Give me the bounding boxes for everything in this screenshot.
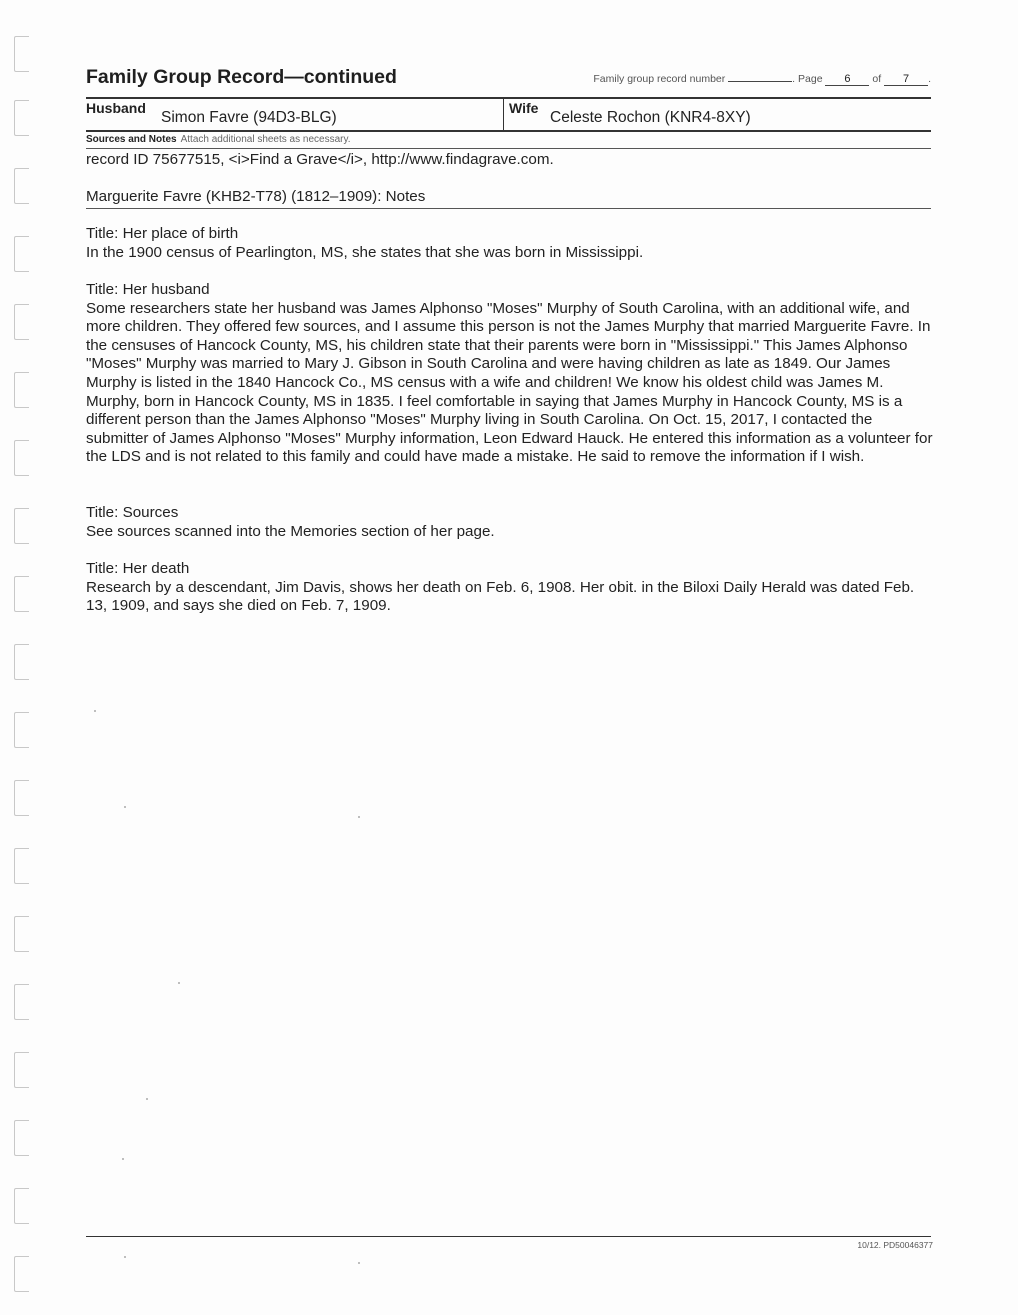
spouse-rule	[86, 130, 931, 132]
page-label: Page	[798, 73, 823, 85]
note-body: Some researchers state her husband was James Alphonso "Moses" Murphy of South Carolina, with an additional wife, and more children. They offered few sources, and I assume this person is not the James Murphy that married Marguerite Favre. In the censuses of Hancock County, MS, his children state that their parents were born in "Mississippi." This James Alphonso "Moses" Murphy was married to Mary J. Gibson in South Carolina and were having children as late as 1849. Our James Murphy is listed in the 1840 Hancock Co., MS census with a wife and children! We know his oldest child was James M. Murphy, born in Hancock County, MS in 1835. I feel comfortable in saying that James Murphy in Hancock County, MS is a different person than the James Alphonso "Moses" Murphy living in South Carolina. On Oct. 15, 2017, I contacted the submitter of James Alphonso "Moses" Murphy information, Leon Edward Hauck. He entered this information as a volunteer for the LDS and is not related to this family and could have made a mistake. He said to remove the information if I wish.	[86, 299, 933, 466]
notes-heading: Marguerite Favre (KHB2-T78) (1812–1909): Notes	[86, 188, 426, 205]
sources-label-row	[86, 134, 351, 145]
note-title: Title: Sources	[86, 504, 179, 521]
record-number-field	[728, 81, 792, 82]
record-number-label: Family group record number	[593, 73, 726, 85]
note-body: In the 1900 census of Pearlington, MS, she states that she was born in Mississippi.	[86, 243, 644, 261]
spouse-divider	[503, 98, 504, 130]
note-title: Title: Her husband	[86, 281, 210, 298]
note-title: Title: Her death	[86, 560, 190, 577]
sources-label: Sources and Notes	[86, 134, 177, 145]
scan-speck	[146, 1098, 148, 1100]
note-section-death	[86, 560, 936, 616]
scan-speck	[178, 982, 180, 984]
note-body: Research by a descendant, Jim Davis, shows her death on Feb. 6, 1908. Her obit. in the Biloxi Daily Herald was dated Feb. 13, 1909, and says she died on Feb. 7, 1909.	[86, 578, 915, 615]
record-header	[86, 66, 931, 96]
scan-speck	[358, 816, 360, 818]
note-section-husband	[86, 281, 936, 467]
husband-name: Simon Favre (94D3-BLG)	[161, 109, 337, 126]
page-total: 7	[884, 73, 928, 86]
scan-speck	[94, 710, 96, 712]
scan-speck	[358, 1262, 360, 1264]
wife-name: Celeste Rochon (KNR4-8XY)	[550, 109, 751, 126]
scan-speck	[124, 1256, 126, 1258]
note-section-birth	[86, 225, 936, 262]
notes-rule	[86, 208, 931, 209]
scan-speck	[122, 1158, 124, 1160]
sources-rule	[86, 148, 931, 149]
wife-label: Wife	[509, 100, 539, 116]
sources-instruction: Attach additional sheets as necessary.	[180, 134, 351, 145]
continued-source-line: record ID 75677515, <i>Find a Grave</i>, http://www.findagrave.com.	[86, 151, 554, 168]
page-number: 6	[825, 73, 869, 86]
page-title: Family Group Record—continued	[86, 66, 397, 88]
husband-label: Husband	[86, 100, 146, 116]
footer-rule	[86, 1236, 931, 1237]
note-section-sources	[86, 504, 936, 541]
spouse-row	[86, 98, 931, 130]
note-body: See sources scanned into the Memories section of her page.	[86, 522, 495, 540]
form-code: 10/12. PD50046377	[857, 1240, 933, 1250]
note-title: Title: Her place of birth	[86, 225, 239, 242]
of-label: of	[872, 73, 882, 85]
record-meta: Family group record number . Page 6 of 7 .	[593, 73, 931, 85]
scan-speck	[124, 806, 126, 808]
